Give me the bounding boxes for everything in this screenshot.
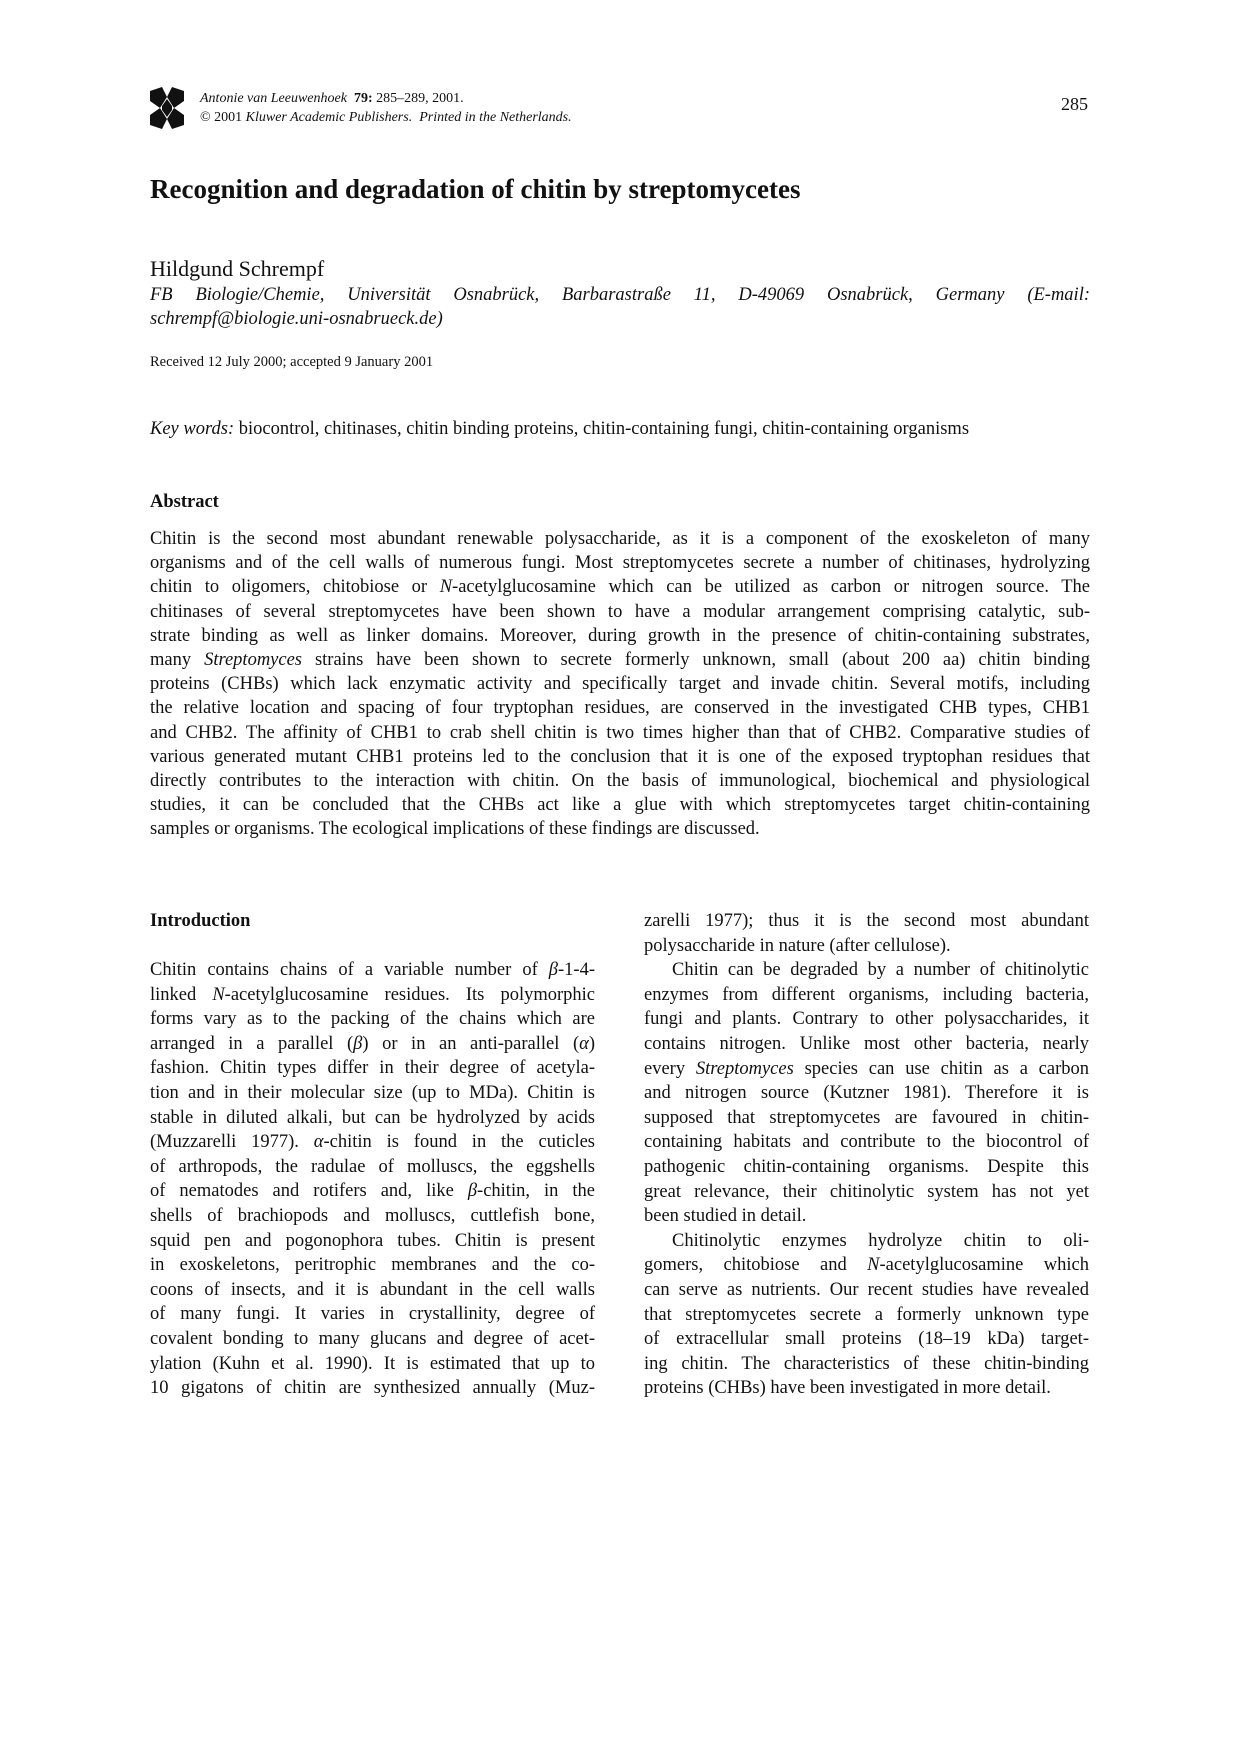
body-line: fungi and plants. Contrary to other polysaccharides, it: [644, 1009, 1089, 1030]
abstract-heading: Abstract: [150, 492, 219, 512]
intro-column-left: [150, 958, 595, 1401]
body-line: forms vary as to the packing of the chains which are: [150, 1009, 595, 1030]
body-line: gomers, chitobiose and N-acetylglucosamine which: [644, 1255, 1089, 1276]
body-line: coons of insects, and it is abundant in the cell walls: [150, 1279, 595, 1300]
abstract-line: studies, it can be concluded that the CHBs act like a glue with which streptomycetes target chitin-containing: [150, 795, 1090, 816]
body-line: 10 gigatons of chitin are synthesized annually (Muz-: [150, 1378, 595, 1399]
abstract-line: various generated mutant CHB1 proteins led to the conclusion that it is one of the exposed tryptophan residues that: [150, 746, 1090, 767]
abstract-line: strate binding as well as linker domains. Moreover, during growth in the presence of chitin-containing substrates,: [150, 625, 1090, 646]
abstract-line: proteins (CHBs) which lack enzymatic activity and specifically target and invade chitin. Several motifs, including: [150, 674, 1090, 695]
body-line: Chitinolytic enzymes hydrolyze chitin to oli-: [672, 1230, 1089, 1251]
body-line: Chitin contains chains of a variable number of β-1-4-: [150, 960, 595, 980]
body-line: proteins (CHBs) have been investigated in more detail.: [644, 1378, 1051, 1399]
body-line: containing habitats and contribute to the biocontrol of: [644, 1132, 1089, 1153]
journal-line: [200, 89, 572, 108]
body-line: Chitin can be degraded by a number of chitinolytic: [672, 960, 1089, 981]
page-number: 285: [1061, 94, 1088, 114]
body-line: that streptomycetes secrete a formerly unknown type: [644, 1304, 1089, 1325]
keywords: [150, 417, 969, 441]
received-dates: Received 12 July 2000; accepted 9 January 2001: [150, 354, 434, 370]
journal-volume: 79:: [353, 91, 373, 106]
journal-citation: [200, 89, 572, 127]
kluwer-logo-icon: [150, 87, 184, 129]
keywords-label: Key words:: [150, 419, 235, 439]
body-line: of arthropods, the radulae of molluscs, the eggshells: [150, 1156, 595, 1177]
printed-in: Printed in the Netherlands.: [419, 110, 572, 125]
copyright-year: © 2001: [200, 110, 243, 125]
body-line: linked N-acetylglucosamine residues. Its polymorphic: [150, 984, 595, 1005]
journal-name: Antonie van Leeuwenhoek: [200, 91, 347, 106]
body-line: ing chitin. The characteristics of these chitin-binding: [644, 1353, 1089, 1374]
abstract-line: Chitin is the second most abundant renewable polysaccharide, as it is a component of the exoskeleton of many: [150, 529, 1090, 549]
body-line: in exoskeletons, peritrophic membranes and the co-: [150, 1255, 595, 1276]
keywords-list: biocontrol, chitinases, chitin binding proteins, chitin-containing fungi, chitin-containing organisms: [238, 419, 970, 439]
body-line: supposed that streptomycetes are favoured in chitin-: [644, 1107, 1089, 1128]
body-line: covalent bonding to many glucans and degree of acet-: [150, 1328, 595, 1349]
introduction-heading: Introduction: [150, 911, 251, 931]
body-line: and nitrogen source (Kutzner 1981). Therefore it is: [644, 1083, 1089, 1104]
author-affiliation: [150, 283, 1090, 331]
journal-pages: 285–289, 2001.: [372, 91, 464, 106]
abstract-line: samples or organisms. The ecological implications of these findings are discussed.: [150, 819, 760, 840]
body-line: polysaccharide in nature (after cellulose).: [644, 935, 951, 956]
body-line: great relevance, their chitinolytic system has not yet: [644, 1181, 1089, 1202]
body-line: tion and in their molecular size (up to MDa). Chitin is: [150, 1082, 595, 1103]
body-line: shells of brachiopods and molluscs, cuttlefish bone,: [150, 1205, 595, 1226]
body-line: contains nitrogen. Unlike most other bacteria, nearly: [644, 1033, 1089, 1054]
abstract-line: the relative location and spacing of four tryptophan residues, are conserved in the investigated CHB types, CHB1: [150, 698, 1090, 719]
affiliation-email: schrempf@biologie.uni-osnabrueck.de): [150, 309, 443, 329]
body-line: (Muzzarelli 1977). α-chitin is found in the cuticles: [150, 1132, 595, 1153]
body-line: of extracellular small proteins (18–19 kDa) target-: [644, 1329, 1089, 1350]
body-line: been studied in detail.: [644, 1206, 807, 1227]
body-line: can serve as nutrients. Our recent studies have revealed: [644, 1279, 1089, 1300]
author-name: Hildgund Schrempf: [150, 256, 325, 281]
publisher: Kluwer Academic Publishers.: [245, 110, 413, 125]
affiliation-line: FB Biologie/Chemie, Universität Osnabrück, Barbarastraße 11, D-49069 Osnabrück, Germany (E-mail:: [150, 285, 1090, 305]
body-line: enzymes from different organisms, including bacteria,: [644, 984, 1089, 1005]
abstract-body: [150, 527, 1090, 842]
body-line: every Streptomyces species can use chitin as a carbon: [644, 1058, 1089, 1079]
abstract-line: directly contributes to the interaction with chitin. On the basis of immunological, biochemical and physiological: [150, 771, 1090, 792]
paper-title: Recognition and degradation of chitin by streptomycetes: [150, 174, 801, 204]
body-line: zarelli 1977); thus it is the second most abundant: [644, 911, 1089, 931]
abstract-line: chitin to oligomers, chitobiose or N-acetylglucosamine which can be utilized as carbon or nitrogen source. The: [150, 577, 1091, 598]
body-line: pathogenic chitin-containing organisms. Despite this: [644, 1156, 1089, 1177]
body-line: of nematodes and rotifers and, like β-chitin, in the: [150, 1181, 595, 1202]
body-line: arranged in a parallel (β) or in an anti-parallel (α): [150, 1033, 595, 1054]
intro-column-right: [644, 909, 1089, 1401]
copyright-line: [200, 108, 572, 127]
body-line: stable in diluted alkali, but can be hydrolyzed by acids: [150, 1107, 595, 1128]
body-line: of many fungi. It varies in crystallinity, degree of: [150, 1304, 595, 1325]
abstract-line: organisms and of the cell walls of numerous fungi. Most streptomycetes secrete a number of chitinases, hydrolyzing: [150, 553, 1090, 574]
body-line: fashion. Chitin types differ in their degree of acetyla-: [150, 1058, 595, 1079]
abstract-line: and CHB2. The affinity of CHB1 to crab shell chitin is two times higher than that of CHB2. Comparative studies of: [150, 722, 1090, 743]
abstract-line: chitinases of several streptomycetes have been shown to have a modular arrangement comprising catalytic, sub-: [150, 601, 1090, 622]
body-line: ylation (Kuhn et al. 1990). It is estimated that up to: [150, 1353, 595, 1374]
abstract-line: many Streptomyces strains have been shown to secrete formerly unknown, small (about 200 aa) chitin binding: [150, 650, 1091, 671]
body-line: squid pen and pogonophora tubes. Chitin is present: [150, 1230, 595, 1251]
